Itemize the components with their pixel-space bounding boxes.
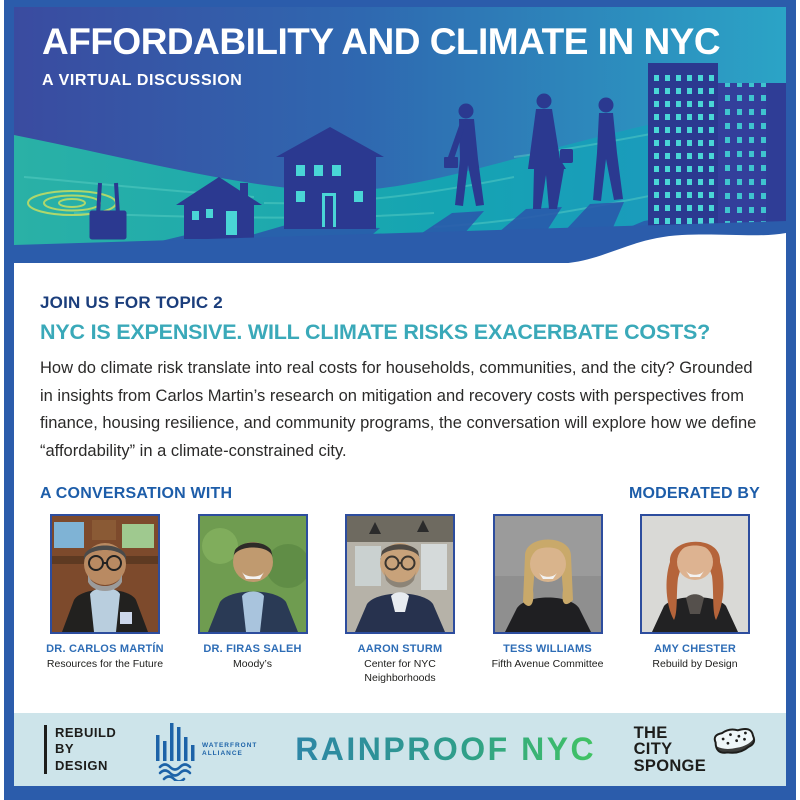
waterfront-alliance-logo — [154, 719, 258, 781]
speaker-name: AMY CHESTER — [653, 643, 737, 656]
header-wave-edge — [14, 230, 786, 263]
flyer-frame — [4, 0, 796, 800]
topic-headline: NYC IS EXPENSIVE. WILL CLIMATE RISKS EXACERBATE COSTS? — [40, 320, 711, 344]
moderator-section-label: MODERATED BY — [629, 485, 760, 503]
header-banner — [14, 7, 786, 263]
event-title: AFFORDABILITY AND CLIMATE IN NYC — [42, 21, 721, 62]
speaker-name: TESS WILLIAMS — [503, 643, 592, 656]
rebuild-by-design-logo — [44, 725, 116, 774]
speaker-affiliation: Resources for the Future — [46, 658, 164, 671]
speakers-section-label: A CONVERSATION WITH — [40, 485, 233, 503]
rebuild-line: DESIGN — [55, 757, 108, 773]
speaker-affiliation: Fifth Avenue Committee — [491, 658, 604, 671]
flyer-body — [14, 263, 786, 713]
sponge-icon — [710, 725, 760, 761]
speaker-photo-amy-chester — [640, 514, 750, 634]
speaker-name: DR. CARLOS MARTÍN — [46, 643, 164, 656]
waterfront-alliance-icon — [154, 719, 258, 781]
speaker-card-tess-williams — [483, 514, 613, 685]
speaker-photo-firas-saleh — [198, 514, 308, 634]
speaker-affiliation: Center for NYC Neighborhoods — [364, 658, 436, 684]
waterfront-text-line2: ALLIANCE — [201, 749, 243, 757]
speaker-card-carlos-martin — [40, 514, 170, 685]
sponge-line: SPONGE — [633, 756, 706, 775]
speaker-photo-aaron-sturm — [345, 514, 455, 634]
sponge-line: THE — [633, 723, 668, 742]
partner-logo-band — [14, 713, 786, 786]
speaker-card-aaron-sturm — [335, 514, 465, 685]
speaker-card-firas-saleh — [188, 514, 318, 685]
sponge-line: CITY — [633, 740, 673, 759]
speaker-name: DR. FIRAS SALEH — [203, 643, 302, 656]
speaker-card-amy-chester — [630, 514, 760, 685]
large-house-silhouette — [276, 127, 384, 229]
topic-description: How do climate risk translate into real costs for households, communities, and the city? Grounded in insights from Carlos Martin’s research on mitigation and recovery costs with perspectives from finance, housing resilience, and community programs, the conversation will explore how we define “affordability” in a climate-constrained city. — [40, 359, 757, 460]
rainproof-nyc-logo: RAINPROOF NYC — [295, 731, 597, 767]
rebuild-line: BY — [55, 741, 75, 757]
waterfront-text-line1: WATERFRONT — [201, 741, 258, 749]
speaker-name: AARON STURM — [357, 643, 443, 656]
speaker-affiliation: Rebuild by Design — [652, 658, 738, 671]
speaker-photo-tess-williams — [493, 514, 603, 634]
speakers-row — [40, 514, 760, 685]
city-sponge-logo — [634, 725, 758, 775]
topic-kicker: JOIN US FOR TOPIC 2 — [40, 293, 223, 312]
speaker-affiliation: Moody’s — [233, 658, 272, 671]
rebuild-bar-icon — [44, 725, 47, 774]
rebuild-line: REBUILD — [55, 725, 117, 741]
speaker-photo-carlos-martin — [50, 514, 160, 634]
event-subtitle: A VIRTUAL DISCUSSION — [42, 71, 243, 89]
